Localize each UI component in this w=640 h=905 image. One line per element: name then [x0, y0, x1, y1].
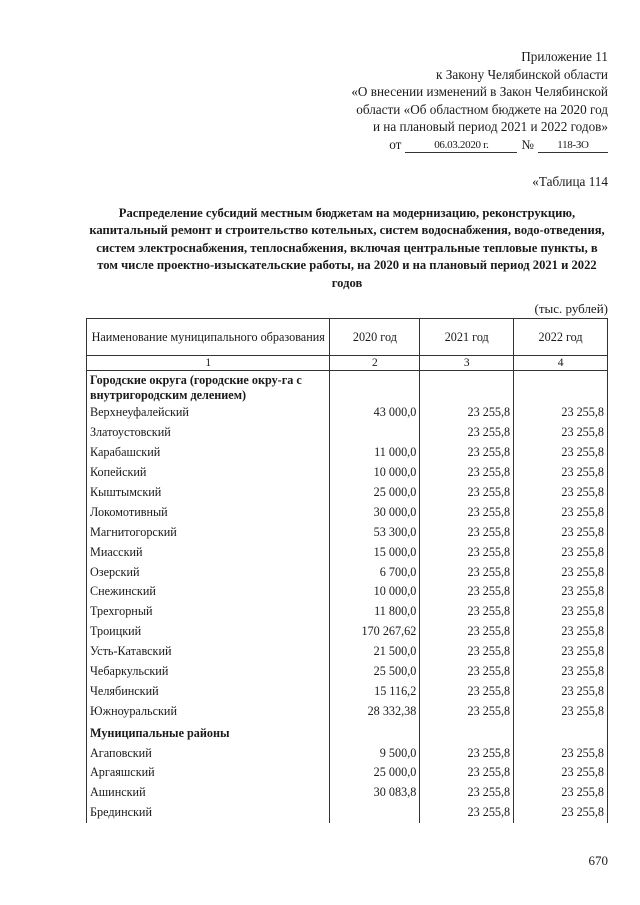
table-row	[87, 443, 608, 463]
value-2020: 30 083,8	[330, 783, 420, 803]
empty-cell	[514, 371, 608, 404]
value-2020: 25 500,0	[330, 662, 420, 682]
table-row	[87, 803, 608, 823]
municipality-name: Локомотивный	[87, 502, 330, 522]
law-date: 06.03.2020 г.	[405, 139, 517, 153]
table-row	[87, 743, 608, 763]
value-2022: 23 255,8	[514, 662, 608, 682]
table-row	[87, 642, 608, 662]
empty-cell	[420, 371, 514, 404]
table-row	[87, 542, 608, 562]
value-2021: 23 255,8	[420, 483, 514, 503]
appendix-line: Приложение 11	[521, 49, 608, 64]
table-row	[87, 681, 608, 701]
header-2020: 2020 год	[330, 319, 420, 356]
value-2022: 23 255,8	[514, 582, 608, 602]
value-2021: 23 255,8	[420, 642, 514, 662]
table-row	[87, 701, 608, 721]
value-2020: 21 500,0	[330, 642, 420, 662]
table-row	[87, 662, 608, 682]
value-2022: 23 255,8	[514, 743, 608, 763]
value-2022: 23 255,8	[514, 463, 608, 483]
column-number: 2	[330, 356, 420, 371]
value-2020: 25 000,0	[330, 483, 420, 503]
municipality-name: Магнитогорский	[87, 522, 330, 542]
header-2022: 2022 год	[514, 319, 608, 356]
value-2021: 23 255,8	[420, 562, 514, 582]
value-2021: 23 255,8	[420, 403, 514, 423]
table-row	[87, 562, 608, 582]
table-body	[87, 356, 608, 823]
ot-label: от	[389, 136, 402, 152]
subsidy-table	[86, 318, 608, 823]
value-2022: 23 255,8	[514, 423, 608, 443]
value-2021: 23 255,8	[420, 803, 514, 823]
municipality-name: Кыштымский	[87, 483, 330, 503]
municipality-name: Усть-Катавский	[87, 642, 330, 662]
value-2022: 23 255,8	[514, 701, 608, 721]
value-2022: 23 255,8	[514, 803, 608, 823]
table-row	[87, 463, 608, 483]
column-number: 3	[420, 356, 514, 371]
appendix-line: «О внесении изменений в Закон Челябинской	[351, 84, 608, 99]
municipality-name: Миасский	[87, 542, 330, 562]
law-date-number-line	[268, 136, 608, 154]
appendix-line: и на плановый период 2021 и 2022 годов»	[372, 119, 608, 134]
value-2022: 23 255,8	[514, 483, 608, 503]
table-row	[87, 622, 608, 642]
empty-cell	[330, 371, 420, 404]
value-2021: 23 255,8	[420, 622, 514, 642]
number-label: №	[521, 136, 534, 152]
header-2021: 2021 год	[420, 319, 514, 356]
municipality-name: Карабашский	[87, 443, 330, 463]
column-number: 4	[514, 356, 608, 371]
value-2021: 23 255,8	[420, 522, 514, 542]
value-2022: 23 255,8	[514, 763, 608, 783]
appendix-line: к Закону Челябинской области	[436, 66, 608, 82]
section-title: Городские округа (городские окру-га с внутригородским делением)	[87, 371, 330, 404]
section-header-row	[87, 721, 608, 743]
municipality-name: Златоустовский	[87, 423, 330, 443]
value-2022: 23 255,8	[514, 502, 608, 522]
table-row	[87, 582, 608, 602]
value-2022: 23 255,8	[514, 443, 608, 463]
value-2020: 25 000,0	[330, 763, 420, 783]
municipality-name: Чебаркульский	[87, 662, 330, 682]
value-2020: 11 000,0	[330, 443, 420, 463]
value-2021: 23 255,8	[420, 662, 514, 682]
value-2021: 23 255,8	[420, 783, 514, 803]
document-title: Распределение субсидий местным бюджетам на модернизацию, реконструкцию, капитальный ремонт и строительство котельных, систем водоснабжения, водо-отведения, систем электроснабжения, теплоснабжения, включая центральные тепловые пункты, в том числе проектно-изыскательские работы, на 2020 и на плановый период 2021 и 2022 годов	[89, 206, 605, 290]
value-2021: 23 255,8	[420, 463, 514, 483]
value-2021: 23 255,8	[420, 681, 514, 701]
table-row	[87, 483, 608, 503]
law-number: 118-ЗО	[538, 139, 608, 153]
municipality-name: Агаповский	[87, 743, 330, 763]
value-2021: 23 255,8	[420, 701, 514, 721]
table-row	[87, 783, 608, 803]
column-number: 1	[87, 356, 330, 371]
value-2022: 23 255,8	[514, 562, 608, 582]
value-2020: 10 000,0	[330, 463, 420, 483]
value-2020: 30 000,0	[330, 502, 420, 522]
unit-label: (тыс. рублей)	[534, 301, 608, 316]
value-2020: 53 300,0	[330, 522, 420, 542]
municipality-name: Челябинский	[87, 681, 330, 701]
empty-cell	[420, 721, 514, 743]
table-row	[87, 502, 608, 522]
municipality-name: Озерский	[87, 562, 330, 582]
value-2020: 15 000,0	[330, 542, 420, 562]
appendix-header	[268, 48, 608, 153]
value-2021: 23 255,8	[420, 443, 514, 463]
value-2020: 28 332,38	[330, 701, 420, 721]
municipality-name: Ашинский	[87, 783, 330, 803]
value-2020	[330, 423, 420, 443]
page-number: 670	[588, 853, 608, 868]
municipality-name: Верхнеуфалейский	[87, 403, 330, 423]
section-header-row	[87, 371, 608, 404]
value-2022: 23 255,8	[514, 783, 608, 803]
value-2021: 23 255,8	[420, 763, 514, 783]
value-2022: 23 255,8	[514, 602, 608, 622]
table-row	[87, 403, 608, 423]
value-2020: 10 000,0	[330, 582, 420, 602]
column-number-row	[87, 356, 608, 371]
value-2022: 23 255,8	[514, 403, 608, 423]
table-label: «Таблица 114	[532, 174, 608, 189]
value-2022: 23 255,8	[514, 642, 608, 662]
table-row	[87, 522, 608, 542]
value-2022: 23 255,8	[514, 542, 608, 562]
value-2020: 9 500,0	[330, 743, 420, 763]
value-2021: 23 255,8	[420, 582, 514, 602]
table-row	[87, 423, 608, 443]
value-2020: 11 800,0	[330, 602, 420, 622]
value-2021: 23 255,8	[420, 602, 514, 622]
header-name: Наименование муниципального образования	[87, 319, 330, 356]
municipality-name: Трехгорный	[87, 602, 330, 622]
appendix-line: области «Об областном бюджете на 2020 год	[356, 101, 608, 117]
table-header-row	[87, 319, 608, 356]
municipality-name: Брединский	[87, 803, 330, 823]
section-title: Муниципальные районы	[87, 721, 330, 743]
municipality-name: Троицкий	[87, 622, 330, 642]
empty-cell	[330, 721, 420, 743]
municipality-name: Аргаяшский	[87, 763, 330, 783]
value-2020: 15 116,2	[330, 681, 420, 701]
table-row	[87, 763, 608, 783]
value-2021: 23 255,8	[420, 743, 514, 763]
value-2020	[330, 803, 420, 823]
table-row	[87, 602, 608, 622]
value-2021: 23 255,8	[420, 542, 514, 562]
value-2022: 23 255,8	[514, 622, 608, 642]
value-2022: 23 255,8	[514, 681, 608, 701]
value-2020: 170 267,62	[330, 622, 420, 642]
municipality-name: Копейский	[87, 463, 330, 483]
value-2020: 6 700,0	[330, 562, 420, 582]
value-2021: 23 255,8	[420, 423, 514, 443]
value-2021: 23 255,8	[420, 502, 514, 522]
empty-cell	[514, 721, 608, 743]
municipality-name: Южноуральский	[87, 701, 330, 721]
municipality-name: Снежинский	[87, 582, 330, 602]
value-2022: 23 255,8	[514, 522, 608, 542]
value-2020: 43 000,0	[330, 403, 420, 423]
